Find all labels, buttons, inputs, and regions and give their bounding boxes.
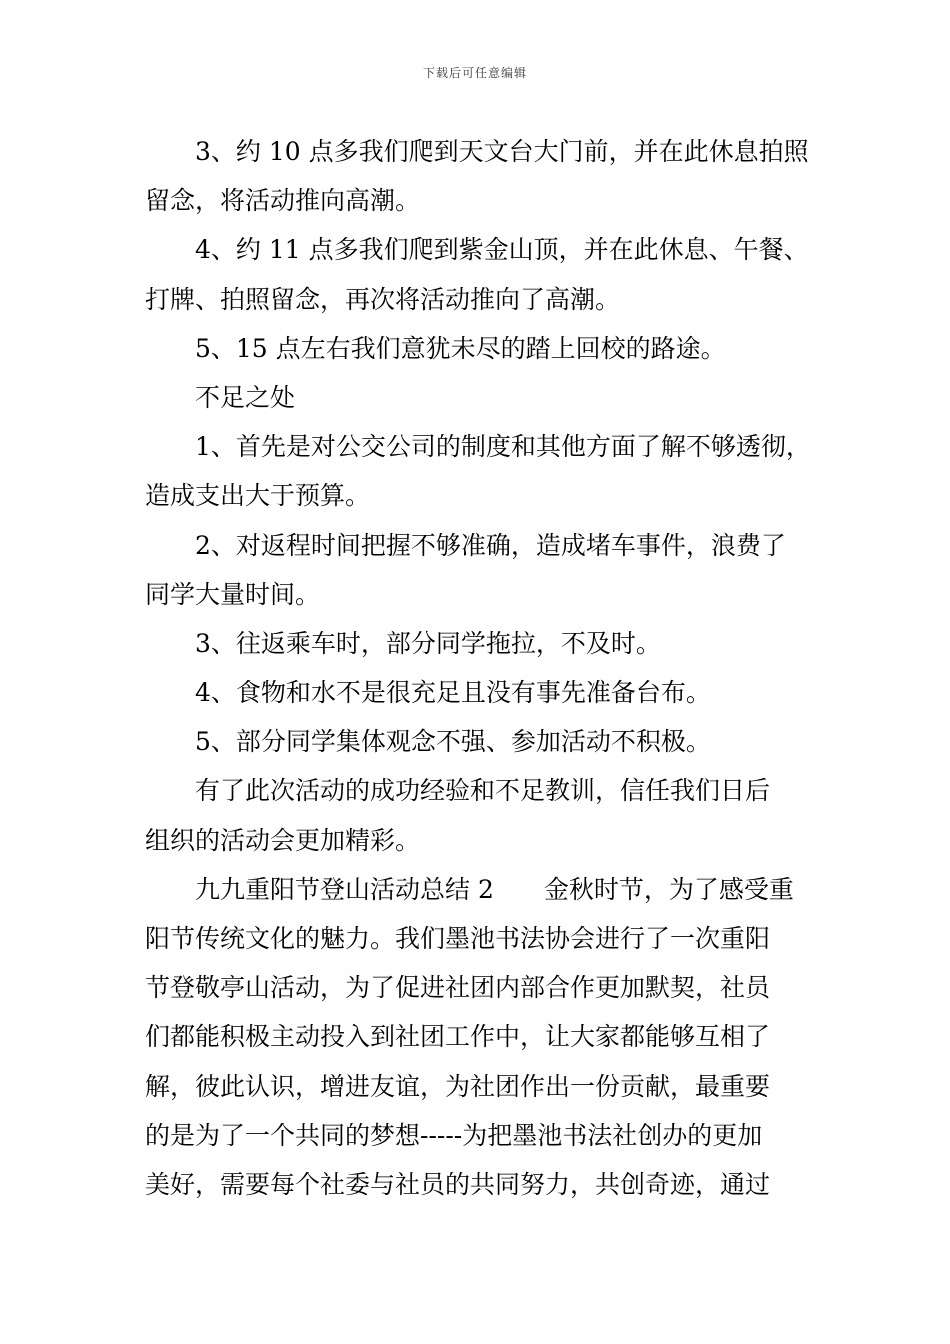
text-line: 1、首先是对公交公司的制度和其他方面了解不够透彻， [195, 432, 811, 462]
text-line: 4、约 11 点多我们爬到紫金山顶，并在此休息、午餐、 [195, 235, 809, 265]
text-line: 留念，将活动推向高潮。 [145, 186, 421, 216]
page-header: 下载后可任意编辑 [422, 66, 527, 80]
text-line: 4、食物和水不是很充足且没有事先准备台布。 [195, 678, 711, 708]
text-line: 打牌、拍照留念，再次将活动推向了高潮。 [145, 284, 621, 314]
text-line: 造成支出大于预算。 [145, 481, 371, 511]
document-body [145, 127, 815, 1209]
text-line: 同学大量时间。 [145, 579, 321, 609]
text-line: 们都能积极主动投入到社团工作中，让大家都能够互相了 [145, 1022, 771, 1052]
text-line: 5、15 点左右我们意犹未尽的踏上回校的路途。 [195, 333, 726, 363]
text-line: 5、部分同学集体观念不强、参加活动不积极。 [195, 727, 711, 757]
text-line: 阳节传统文化的魅力。我们墨池书法协会进行了一次重阳 [145, 924, 771, 953]
section-heading: 不足之处 [195, 382, 296, 412]
text-line: 解，彼此认识，增进友谊，为社团作出一份贡献，最重要 [145, 1071, 771, 1101]
text-line: 组织的活动会更加精彩。 [145, 825, 421, 855]
text-line: 有了此次活动的成功经验和不足教训，信任我们日后 [195, 776, 771, 806]
text-line: 2、对返程时间把握不够准确，造成堵车事件，浪费了 [195, 530, 786, 560]
text-line: 的是为了一个共同的梦想-----为把墨池书法社创办的更加 [145, 1120, 763, 1150]
text-line: 美好，需要每个社委与社员的共同努力，共创奇迹，通过 [145, 1169, 771, 1199]
text-line: 节登敬亭山活动，为了促进社团内部合作更加默契，社员 [145, 973, 771, 1003]
text-line: 3、约 10 点多我们爬到天文台大门前，并在此休息拍照 [195, 137, 809, 166]
text-line: 九九重阳节登山活动总结 2 金秋时节，为了感受重 [195, 874, 794, 904]
text-line: 3、往返乘车时，部分同学拖拉，不及时。 [195, 628, 661, 658]
